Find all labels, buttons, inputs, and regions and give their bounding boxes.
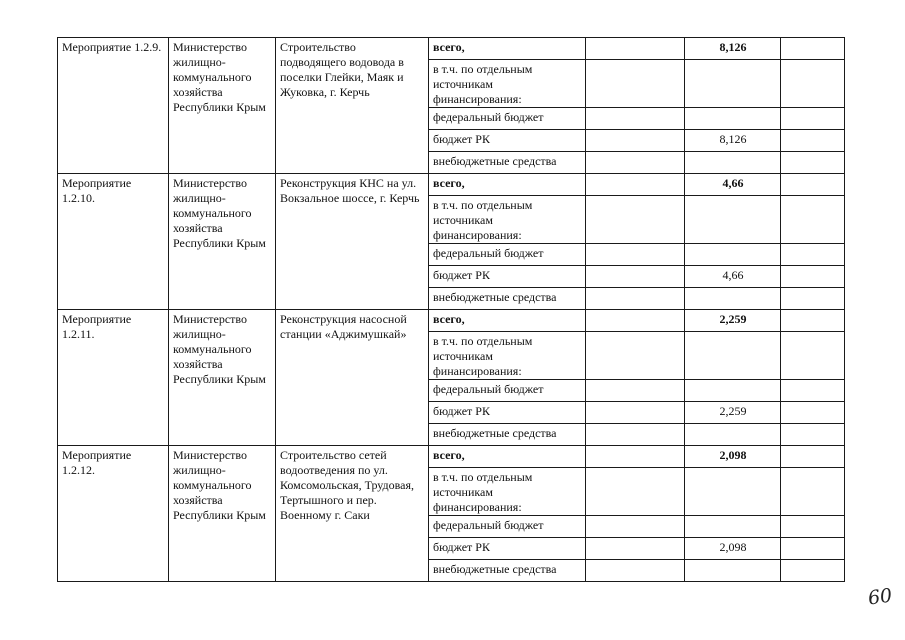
empty-cell — [781, 266, 845, 288]
amount-cell: 2,259 — [685, 310, 781, 332]
source-label-cell: бюджет РК — [429, 130, 586, 152]
empty-cell — [586, 424, 685, 446]
total-label-cell: всего, — [429, 310, 586, 332]
empty-cell — [781, 538, 845, 560]
empty-cell — [781, 244, 845, 266]
empty-cell — [586, 244, 685, 266]
amount-cell: 4,66 — [685, 266, 781, 288]
empty-cell — [586, 402, 685, 424]
empty-cell — [586, 538, 685, 560]
amount-cell — [685, 332, 781, 380]
amount-cell — [685, 380, 781, 402]
source-label-cell: федеральный бюджет — [429, 244, 586, 266]
amount-cell — [685, 468, 781, 516]
empty-cell — [586, 380, 685, 402]
executor-cell: Министерство жилищно-коммунального хозяйства Республики Крым — [169, 38, 276, 174]
description-cell: Строительство подводящего водовода в поселки Глейки, Маяк и Жуковка, г. Керчь — [276, 38, 429, 174]
empty-cell — [586, 288, 685, 310]
amount-cell — [685, 560, 781, 582]
empty-cell — [586, 332, 685, 380]
description-cell: Реконструкция насосной станции «Аджимушкай» — [276, 310, 429, 446]
source-label-cell: бюджет РК — [429, 266, 586, 288]
amount-cell — [685, 516, 781, 538]
empty-cell — [586, 108, 685, 130]
source-label-cell: в т.ч. по отдельным источникам финансирования: — [429, 332, 586, 380]
description-cell: Реконструкция КНС на ул. Вокзальное шоссе, г. Керчь — [276, 174, 429, 310]
source-label-cell: внебюджетные средства — [429, 288, 586, 310]
source-label-cell: федеральный бюджет — [429, 108, 586, 130]
empty-cell — [781, 174, 845, 196]
empty-cell — [586, 516, 685, 538]
table-row-total — [58, 38, 845, 60]
empty-cell — [586, 468, 685, 516]
amount-cell — [685, 288, 781, 310]
measure-cell: Мероприятие 1.2.9. — [58, 38, 169, 174]
amount-cell — [685, 60, 781, 108]
empty-cell — [781, 380, 845, 402]
amount-cell: 2,259 — [685, 402, 781, 424]
measure-cell: Мероприятие 1.2.10. — [58, 174, 169, 310]
source-label-cell: внебюджетные средства — [429, 424, 586, 446]
page-number: 60 — [866, 584, 894, 610]
amount-cell — [685, 244, 781, 266]
total-label-cell: всего, — [429, 446, 586, 468]
empty-cell — [586, 130, 685, 152]
empty-cell — [781, 38, 845, 60]
amount-cell — [685, 424, 781, 446]
executor-cell: Министерство жилищно-коммунального хозяйства Республики Крым — [169, 446, 276, 582]
amount-cell: 4,66 — [685, 174, 781, 196]
amount-cell — [685, 108, 781, 130]
source-label-cell: в т.ч. по отдельным источникам финансирования: — [429, 196, 586, 244]
empty-cell — [586, 446, 685, 468]
measure-cell: Мероприятие 1.2.11. — [58, 310, 169, 446]
empty-cell — [586, 38, 685, 60]
empty-cell — [781, 560, 845, 582]
amount-cell: 8,126 — [685, 130, 781, 152]
empty-cell — [781, 108, 845, 130]
empty-cell — [781, 152, 845, 174]
empty-cell — [781, 60, 845, 108]
funding-table — [57, 37, 845, 582]
total-label-cell: всего, — [429, 174, 586, 196]
amount-cell: 8,126 — [685, 38, 781, 60]
source-label-cell: федеральный бюджет — [429, 380, 586, 402]
amount-cell: 2,098 — [685, 538, 781, 560]
empty-cell — [781, 516, 845, 538]
total-label-cell: всего, — [429, 38, 586, 60]
table-row-total — [58, 446, 845, 468]
empty-cell — [781, 424, 845, 446]
empty-cell — [781, 310, 845, 332]
description-cell: Строительство сетей водоотведения по ул. Комсомольская, Трудовая, Тертышного и пер. Военному г. Саки — [276, 446, 429, 582]
empty-cell — [586, 60, 685, 108]
source-label-cell: внебюджетные средства — [429, 560, 586, 582]
table-row-total — [58, 310, 845, 332]
amount-cell — [685, 152, 781, 174]
empty-cell — [586, 196, 685, 244]
empty-cell — [586, 266, 685, 288]
empty-cell — [781, 402, 845, 424]
executor-cell: Министерство жилищно-коммунального хозяйства Республики Крым — [169, 310, 276, 446]
empty-cell — [781, 288, 845, 310]
measure-cell: Мероприятие 1.2.12. — [58, 446, 169, 582]
amount-cell — [685, 196, 781, 244]
empty-cell — [781, 130, 845, 152]
amount-cell: 2,098 — [685, 446, 781, 468]
source-label-cell: внебюджетные средства — [429, 152, 586, 174]
table-body — [58, 38, 845, 582]
empty-cell — [781, 446, 845, 468]
source-label-cell: бюджет РК — [429, 402, 586, 424]
source-label-cell: в т.ч. по отдельным источникам финансирования: — [429, 60, 586, 108]
empty-cell — [586, 174, 685, 196]
empty-cell — [781, 468, 845, 516]
empty-cell — [586, 310, 685, 332]
empty-cell — [586, 152, 685, 174]
empty-cell — [781, 332, 845, 380]
source-label-cell: бюджет РК — [429, 538, 586, 560]
empty-cell — [586, 560, 685, 582]
empty-cell — [781, 196, 845, 244]
table-row-total — [58, 174, 845, 196]
executor-cell: Министерство жилищно-коммунального хозяйства Республики Крым — [169, 174, 276, 310]
source-label-cell: в т.ч. по отдельным источникам финансирования: — [429, 468, 586, 516]
source-label-cell: федеральный бюджет — [429, 516, 586, 538]
